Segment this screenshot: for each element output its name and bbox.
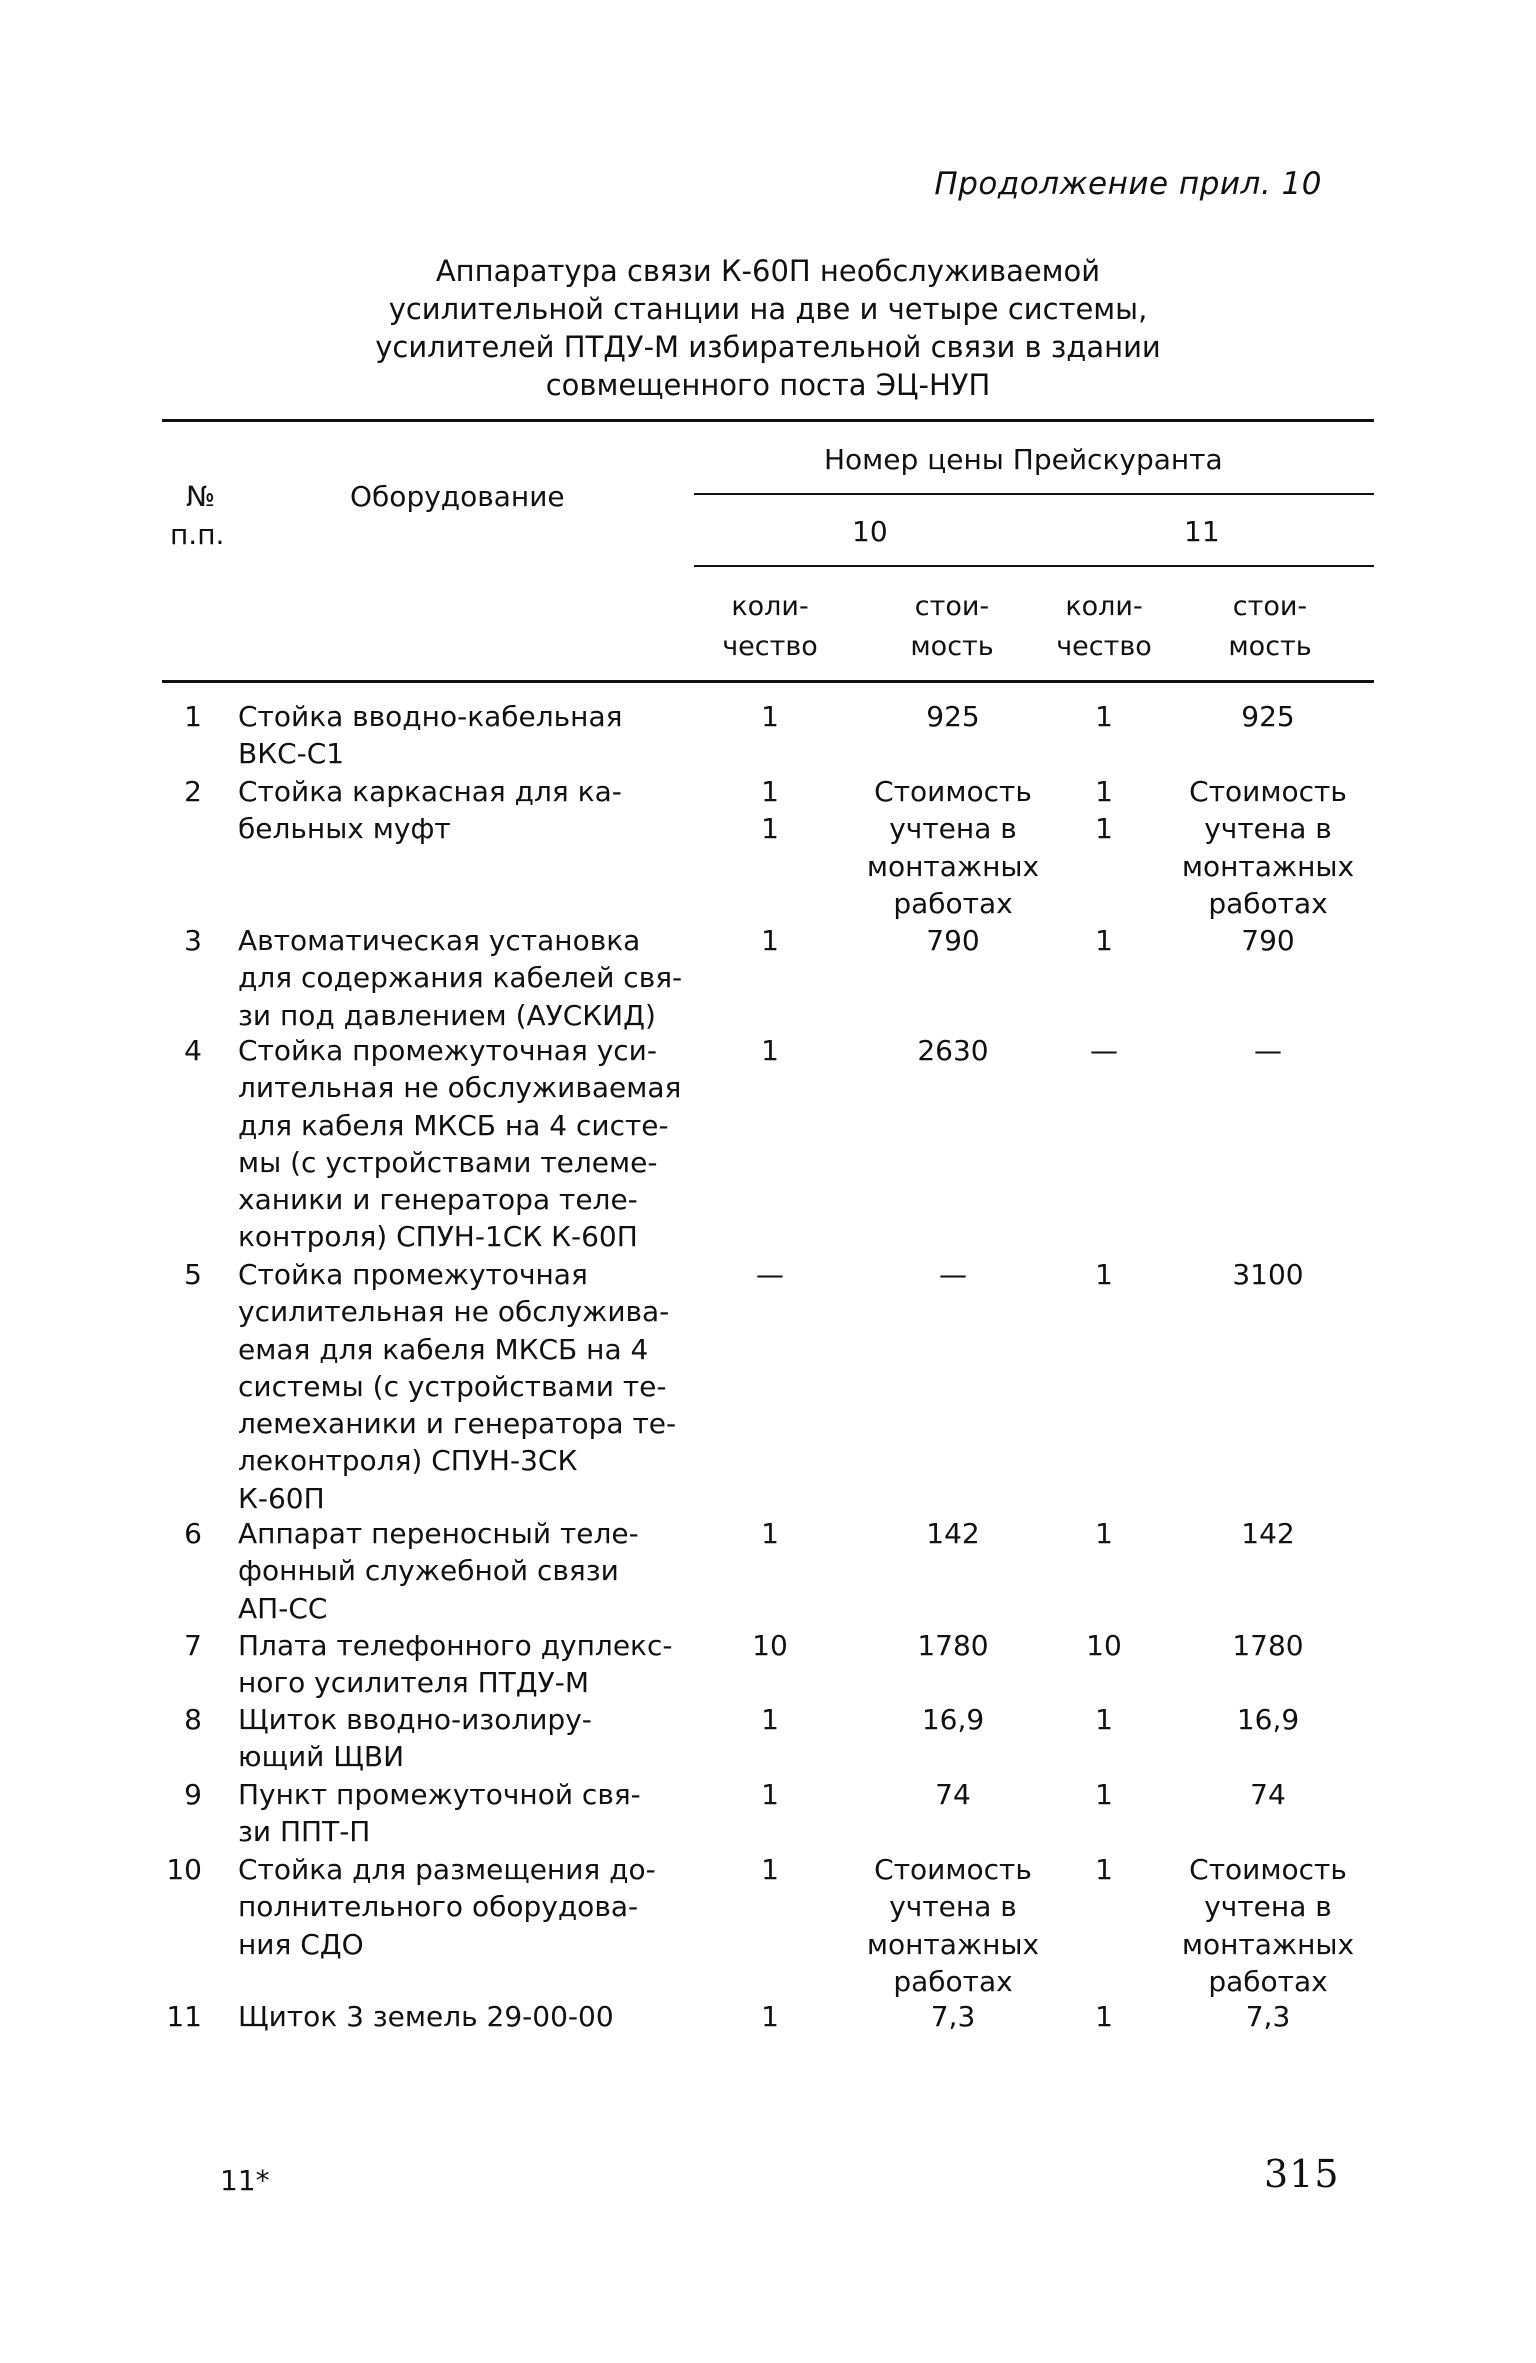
equipment-name [238,1776,708,1851]
cost-10 [828,1256,1078,1293]
qty-10 [730,1851,810,1888]
cost-11 [1148,773,1388,922]
cost-10 [828,1032,1078,1069]
equipment-name-line: К-60П [238,1481,325,1515]
equipment-name-line: Автоматическая установка [238,924,641,957]
header-no-symbol: № [186,480,216,513]
equipment-name-line: фонный служебной связи [238,1554,619,1588]
equipment-name-line: усилительная не обслужива- [238,1295,670,1329]
title-line: совмещенного поста ЭЦ-НУП [545,368,991,402]
cost-10-line: работах [893,886,1013,920]
document-title [240,252,1296,404]
equipment-name-line: контроля) СПУН-1СК К-60П [238,1220,638,1254]
equipment-name-line: Пункт промежуточной свя- [238,1778,641,1811]
cost-10-line: учтена в [889,812,1017,846]
cost-11 [1148,1998,1388,2035]
cost-10-line: — [939,1258,967,1291]
cost-10 [828,698,1078,735]
qty-11-line: 1 [1095,1853,1113,1886]
header-cost-line: мость [1228,631,1312,662]
equipment-name-line: ния СДО [238,1927,364,1961]
cost-10-line: 2630 [917,1034,989,1067]
cost-10-line: учтена в [889,1890,1017,1924]
price-number-rule [694,565,1374,567]
qty-10-line: 1 [761,1853,779,1886]
equipment-name [238,773,708,848]
cost-11 [1148,1776,1388,1813]
cost-10 [828,1851,1078,2000]
cost-10 [828,922,1078,959]
equipment-name [238,1851,708,1963]
cost-11-line: 790 [1241,924,1295,957]
qty-10-line: 1 [761,1778,779,1811]
cost-11 [1148,1851,1388,2000]
header-cost-line: стои- [1232,591,1308,622]
qty-10-line: 1 [761,2000,779,2033]
header-cost-line: мость [910,631,994,662]
equipment-name-line: ВКС-С1 [238,737,345,771]
equipment-name-line: бельных муфт [238,812,451,846]
cost-11 [1148,1627,1388,1664]
cost-10-line: 1780 [917,1629,989,1662]
row-number: 6 [184,1517,202,1550]
qty-10-line: 1 [761,924,779,957]
qty-10-line: 1 [761,775,779,808]
equipment-name [238,1627,708,1702]
cost-10-line: Стоимость [874,775,1032,808]
cost-10-line: работах [893,1964,1013,1998]
qty-11-line: 1 [1095,924,1113,957]
title-line: Аппаратура связи К-60П необслуживаемой [435,254,1101,288]
equipment-name-line: мы (с устройствами телеме- [238,1145,658,1179]
qty-11 [1062,922,1146,959]
equipment-name-line: Стойка промежуточная уси- [238,1034,657,1067]
equipment-name-line: Стойка каркасная для ка- [238,775,622,808]
qty-11 [1062,1256,1146,1293]
cost-11-line: — [1254,1034,1282,1067]
cost-11-line: 74 [1250,1778,1286,1811]
header-qty-10 [706,587,834,667]
row-number: 4 [184,1034,202,1067]
equipment-name-line: Аппарат переносный теле- [238,1517,639,1550]
equipment-name [238,698,708,773]
cost-10 [828,1998,1078,2035]
equipment-name-line: для содержания кабелей свя- [238,961,683,995]
header-cost-10 [888,587,1016,667]
qty-10-line: 1 [761,1034,779,1067]
equipment-name-line: леконтроля) СПУН-3СК [238,1444,578,1478]
header-price-11: 11 [1184,515,1220,548]
cost-10-line: 142 [926,1517,980,1550]
cost-11 [1148,1256,1388,1293]
cost-11-line: 16,9 [1236,1703,1300,1736]
equipment-name-line: полнительного оборудова- [238,1890,639,1924]
qty-11 [1062,1701,1146,1738]
row-number: 9 [184,1778,202,1811]
equipment-name-line: ного усилителя ПТДУ-М [238,1666,589,1700]
cost-11-line: 1780 [1232,1629,1304,1662]
cost-10-line: монтажных [866,1927,1040,1961]
cost-10 [828,1627,1078,1664]
cost-11-line: 3100 [1232,1258,1304,1291]
header-qty-line: коли- [1065,591,1143,622]
price-group-rule [694,493,1374,495]
row-number: 11 [166,2000,202,2033]
equipment-name-line: Щиток 3 земель 29-00-00 [238,2000,614,2033]
cost-10-line: монтажных [866,849,1040,883]
equipment-name-line: для кабеля МКСБ на 4 систе- [238,1108,669,1142]
equipment-name-line: Стойка для размещения до- [238,1853,656,1886]
cost-10 [828,773,1078,922]
table-top-rule [162,419,1374,422]
cost-11-line: 142 [1241,1517,1295,1550]
qty-11-line: 1 [1095,812,1113,846]
qty-10-line: 1 [761,1517,779,1550]
cost-10-line: 74 [935,1778,971,1811]
qty-10 [730,1256,810,1293]
cost-11-line: Стоимость [1189,775,1347,808]
qty-11-line: 1 [1095,2000,1113,2033]
cost-10-line: Стоимость [874,1853,1032,1886]
qty-11 [1062,1627,1146,1664]
qty-10 [730,698,810,735]
qty-11-line: 1 [1095,1258,1113,1291]
header-equipment: Оборудование [350,480,565,513]
equipment-name-line: АП-СС [238,1591,328,1625]
equipment-name [238,1032,708,1256]
qty-10 [730,1701,810,1738]
footer-signature: 11* [220,2164,270,2197]
qty-11-line: 1 [1095,1703,1113,1736]
qty-11-line: 1 [1095,700,1113,733]
equipment-name-line: зи под давлением (АУСКИД) [238,998,656,1032]
header-qty-11 [1040,587,1168,667]
cost-11-line: монтажных [1181,1927,1355,1961]
qty-11 [1062,1776,1146,1813]
cost-11-line: работах [1208,886,1328,920]
title-line: усилительной станции на две и четыре системы, [388,292,1148,326]
qty-11-line: 10 [1086,1629,1122,1662]
qty-11 [1062,773,1146,848]
row-number: 1 [184,700,202,733]
header-qty-line: чество [1056,631,1152,662]
equipment-name-line: ющий ЩВИ [238,1740,405,1774]
cost-10-line: 16,9 [921,1703,985,1736]
qty-11-line: 1 [1095,775,1113,808]
equipment-name [238,1998,708,2035]
continuation-note: Продолжение прил. 10 [934,166,1322,202]
cost-11 [1148,1701,1388,1738]
row-number: 5 [184,1258,202,1291]
header-no-abbrev: п.п. [170,518,225,551]
qty-10 [730,773,810,848]
qty-10-line: — [756,1258,784,1291]
cost-11 [1148,1032,1388,1069]
qty-11-line: — [1090,1034,1118,1067]
equipment-name-line: лемеханики и генератора те- [238,1407,677,1441]
cost-11-line: учтена в [1204,812,1332,846]
qty-11 [1062,1515,1146,1552]
qty-10 [730,1627,810,1664]
row-number: 7 [184,1629,202,1662]
equipment-name-line: лительная не обслуживаемая [238,1071,682,1105]
qty-10 [730,1515,810,1552]
equipment-name-line: емая для кабеля МКСБ на 4 [238,1332,649,1366]
equipment-name-line: зи ППТ-П [238,1815,371,1849]
cost-11-line: 925 [1241,700,1295,733]
equipment-name-line: Стойка вводно-кабельная [238,700,623,733]
equipment-name [238,1515,708,1627]
equipment-name [238,1701,708,1776]
header-qty-line: коли- [731,591,809,622]
equipment-name-line: Щиток вводно-изолиру- [238,1703,592,1736]
cost-11 [1148,1515,1388,1552]
qty-10-line: 1 [761,700,779,733]
equipment-name-line: ханики и генератора теле- [238,1183,638,1217]
header-price-group: Номер цены Прейскуранта [824,443,1223,476]
row-number: 3 [184,924,202,957]
qty-11 [1062,1851,1146,1888]
row-number: 10 [166,1853,202,1886]
qty-10 [730,1032,810,1069]
qty-11-line: 1 [1095,1517,1113,1550]
cost-10-line: 925 [926,700,980,733]
header-cost-11 [1206,587,1334,667]
qty-10-line: 1 [761,812,779,846]
cost-11-line: монтажных [1181,849,1355,883]
cost-10 [828,1701,1078,1738]
cost-11 [1148,922,1388,959]
header-price-10: 10 [852,515,888,548]
qty-11 [1062,698,1146,735]
header-bottom-rule [162,680,1374,683]
qty-10 [730,922,810,959]
title-line: усилителей ПТДУ-М избирательной связи в здании [375,330,1161,364]
header-cost-line: стои- [914,591,990,622]
equipment-name [238,1256,708,1517]
header-qty-line: чество [722,631,818,662]
cost-10-line: 790 [926,924,980,957]
qty-10-line: 1 [761,1703,779,1736]
cost-11 [1148,698,1388,735]
page-number: 315 [1264,2152,1340,2196]
cost-11-line: 7,3 [1245,2000,1291,2033]
cost-11-line: учтена в [1204,1890,1332,1924]
cost-10 [828,1776,1078,1813]
cost-11-line: Стоимость [1189,1853,1347,1886]
cost-11-line: работах [1208,1964,1328,1998]
cost-10-line: 7,3 [930,2000,976,2033]
cost-10 [828,1515,1078,1552]
qty-10 [730,1776,810,1813]
equipment-name-line: Стойка промежуточная [238,1258,588,1291]
qty-10-line: 10 [752,1629,788,1662]
row-number: 8 [184,1703,202,1736]
qty-10 [730,1998,810,2035]
equipment-name-line: Плата телефонного дуплекс- [238,1629,673,1662]
qty-11-line: 1 [1095,1778,1113,1811]
equipment-name [238,922,708,1034]
equipment-name-line: системы (с устройствами те- [238,1369,667,1403]
row-number: 2 [184,775,202,808]
qty-11 [1062,1032,1146,1069]
qty-11 [1062,1998,1146,2035]
